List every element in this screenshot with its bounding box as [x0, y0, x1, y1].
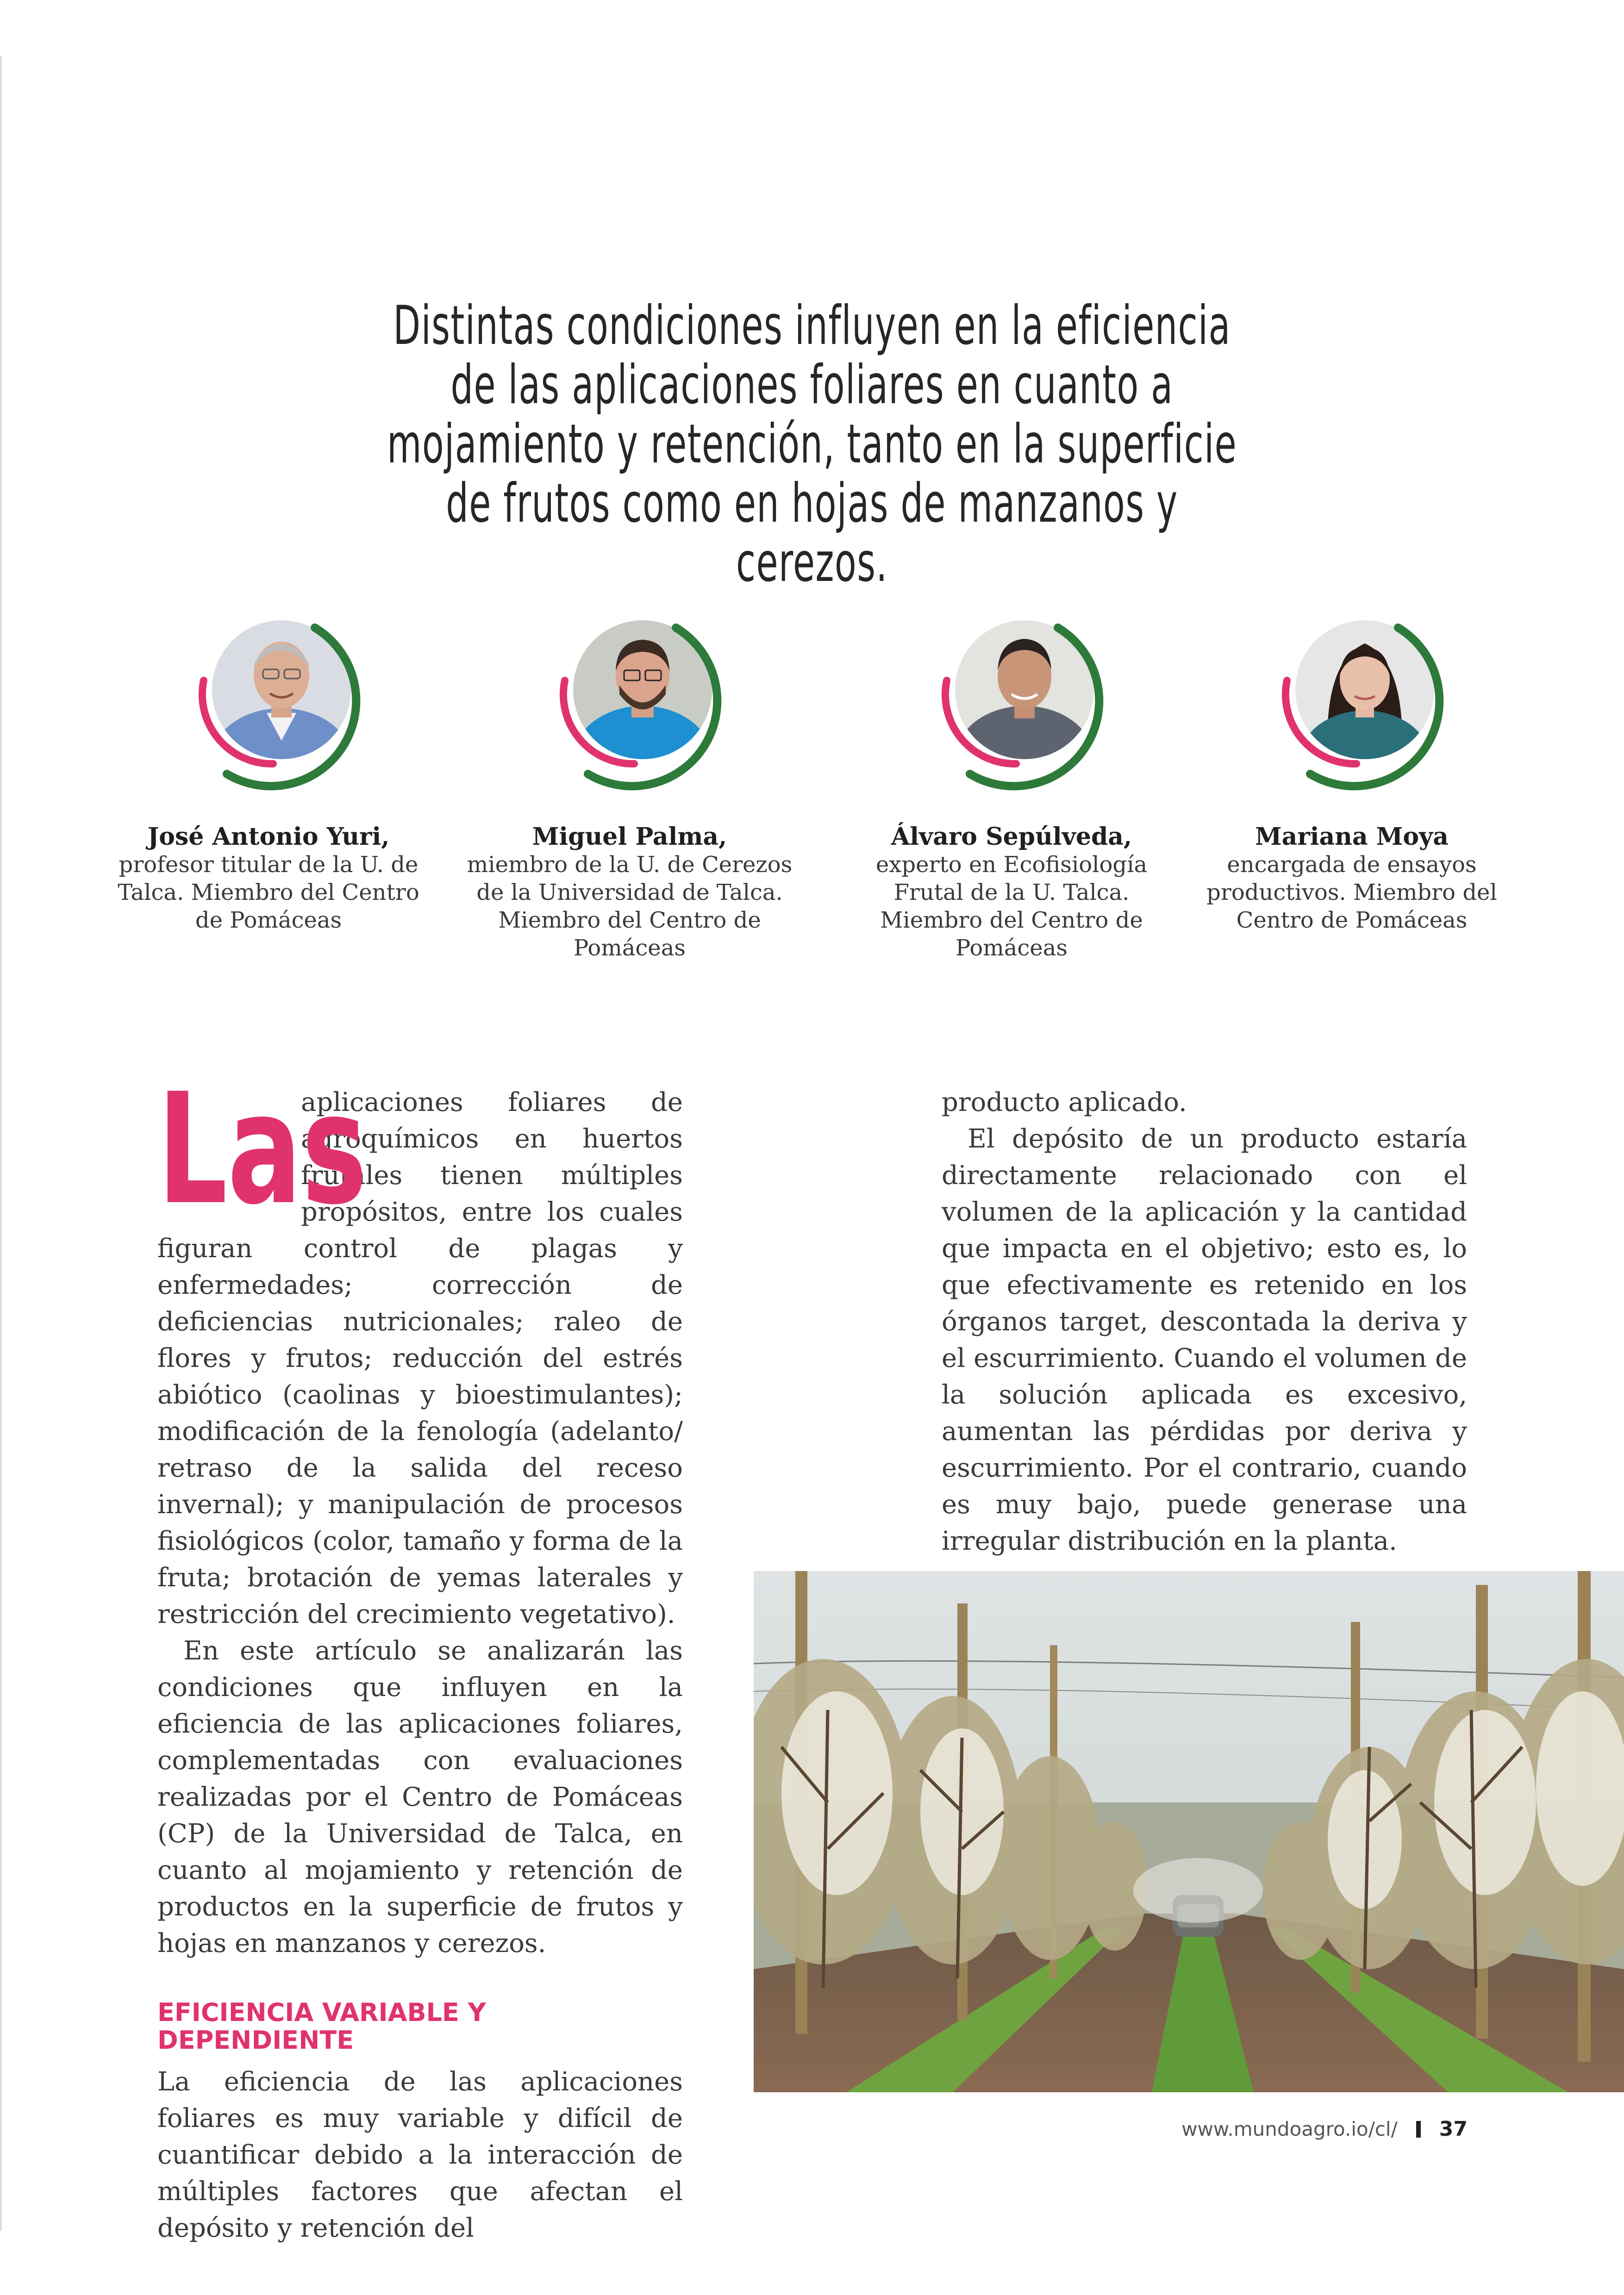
avatar [919, 611, 1104, 796]
paragraph-efficiency: La eficiencia de las aplicaciones foliares es muy variable y difícil de cuantificar debido a la interacción de múltiples factores que afectan el depósito y retención del [157, 2067, 683, 2243]
author-card [463, 611, 796, 962]
avatar [1259, 611, 1444, 796]
page-footer [1181, 2117, 1468, 2141]
page-number: 37 [1439, 2117, 1468, 2141]
author-bio: miembro de la U. de Cerezos de la Universidad de Talca. Miembro del Centro de Pomáceas [467, 852, 793, 961]
orchard-photo [754, 1571, 1624, 2092]
author-name: Mariana Moya [1255, 823, 1449, 851]
paragraph-deposit: El depósito de un producto estaría directamente relacionado con el volumen de la aplicación y la cantidad que impacta en el objetivo; esto es, lo que efectivamente es retenido en los órganos target, descontada la deriva y el escurrimiento. Cuando el volumen de la solución aplicada es excesivo, aumentan las pérdidas por deriva y escurrimiento. Por el contrario, cuando es muy bajo, puede generase una irregular distribución en la planta. [942, 1124, 1467, 1556]
author-card [845, 611, 1178, 962]
author-card [102, 611, 435, 934]
paragraph-continuation: producto aplicado. [942, 1087, 1187, 1117]
author-name: Álvaro Sepúlveda, [891, 823, 1132, 851]
author-card [1185, 611, 1518, 934]
section-title: EFICIENCIA VARIABLE Y DEPENDIENTE [157, 1998, 486, 2055]
author-bio: encargada de ensayos productivos. Miembro del Centro de Pomáceas [1206, 852, 1497, 933]
author-bio: experto en Ecofisiología Frutal de la U. Talca. Miembro del Centro de Pomáceas [875, 852, 1148, 961]
author-bio: profesor titular de la U. de Talca. Miembro del Centro de Pomáceas [118, 852, 419, 933]
author-name: José Antonio Yuri, [147, 823, 390, 851]
avatar [176, 611, 361, 796]
page-edge-rule [0, 56, 2, 2231]
article-left-column [157, 1060, 683, 2246]
paragraph-scope: En este artículo se analizarán las condiciones que influyen en la eficiencia de las aplicaciones foliares, complementadas con evaluaciones realizadas por el Centro de Pomáceas (CP) de la Universidad de Talca, en cuanto al mojamiento y retención de productos en la superficie de frutos y hojas en manzanos y cerezos. [157, 1636, 683, 1958]
decorative-ring-icon [176, 611, 361, 796]
footer-url: www.mundoagro.io/cl/ [1181, 2118, 1398, 2140]
avatar [537, 611, 722, 796]
drop-cap: Las [157, 1060, 368, 1238]
decorative-ring-icon [537, 611, 722, 796]
decorative-ring-icon [1259, 611, 1444, 796]
decorative-ring-icon [919, 611, 1104, 796]
paragraph-intro: aplicaciones foliares de agroquímicos en huertos frutales tienen múltiples propósitos, entre los cuales figuran control de plagas y enfermedades; corrección de deficiencias nutricionales; raleo de flores y frutos; reducción del estrés abiótico (caolinas y bioestimulantes); modificación de la fenología (adelanto/ retraso de la salida del receso invernal); y manipulación de procesos fisiológicos (color, tamaño y forma de la fruta; brotación de yemas laterales y restricción del crecimiento vegetativo). [157, 1087, 683, 1629]
author-name: Miguel Palma, [532, 823, 727, 851]
article-right-column [942, 1084, 1467, 1559]
footer-separator [1416, 2121, 1421, 2138]
headline: Distintas condiciones influyen en la eficiencia de las aplicaciones foliares en cuanto a mojamiento y retención, tanto en la superficie de frutos como en hojas de manzanos y cerezos. [387, 294, 1237, 594]
